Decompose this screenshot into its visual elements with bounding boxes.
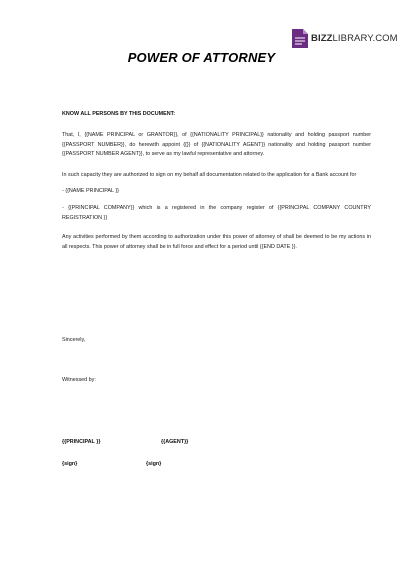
document-body — [62, 110, 371, 252]
principal-label: {{PRINCIPAL }} — [62, 439, 101, 445]
principal-sign: {sign} — [62, 461, 78, 467]
document-logo-icon — [292, 29, 308, 48]
paragraph-activities: Any activities performed by them according to authorization under this power of attorney of shall be deemed to be my actions in all respects. This power of attorney shall be in full force and effect for a period until {{END DATE }}. — [62, 234, 371, 250]
paragraph-capacity: In such capacity they are authorized to sign on my behalf all documentation related to the application for a Bank account for — [62, 171, 357, 178]
intro-heading: KNOW ALL PERSONS BY THIS DOCUMENT: — [62, 111, 176, 117]
bizzlibrary-logo — [292, 28, 398, 48]
agent-sign: {sign} — [146, 461, 162, 467]
witnessed-by: Witnessed by: — [62, 377, 96, 383]
item-name-principal: - {{NAME PRINCIPAL }} — [62, 188, 119, 195]
item-principal-company: - {{PRINCIPAL COMPANY}} which is a registered in the company register of {{PRINCIPAL COMPANY COUNTRY REGISTRATION }} — [62, 205, 371, 221]
paragraph-appointment: That, I, {{NAME PRINCIPAL or GRANTOR}}, of {{NATIONALITY PRINCIPAL}} nationality and holding passport number {{PASSPORT NUMBER}}, do herewith appoint {{}} of {{NATIONALITY AGENT}} nationality and holding passport number {{PASSPORT NUMBER AGENT}}, to serve as my lawful representative and attorney. — [62, 132, 371, 158]
document-title: POWER OF ATTORNEY — [127, 50, 276, 65]
logo-text-bold: BIZZ — [311, 32, 333, 44]
closing-sincerely: Sincerely, — [62, 337, 86, 343]
logo-text — [311, 33, 398, 44]
agent-label: {{AGENT}} — [161, 439, 189, 445]
logo-text-rest: LIBRARY.COM — [332, 32, 398, 44]
